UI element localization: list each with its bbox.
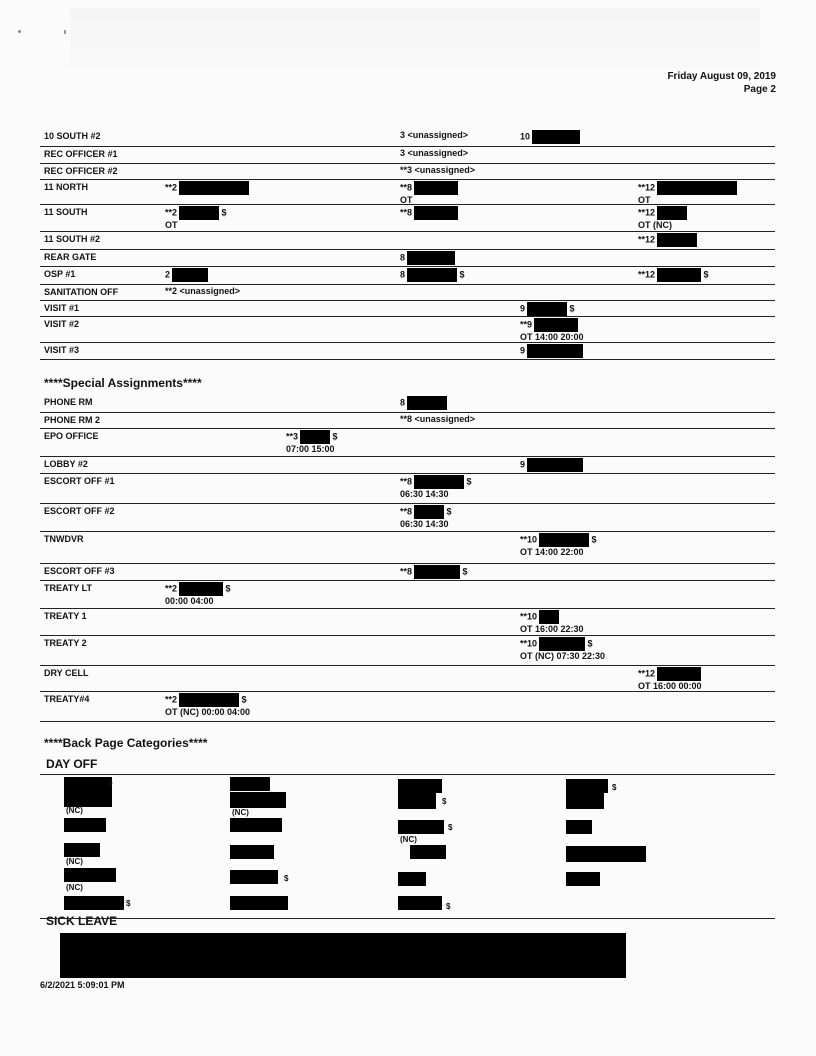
pay-flag: $ [239,694,247,705]
name-redaction [172,268,208,282]
post-code: **12 [638,668,656,679]
assignment-cell [520,637,605,661]
name-redaction [64,843,100,857]
pay-flag: $ [444,506,452,517]
post-code: **3 [286,431,299,442]
pay-flag: $ [701,269,709,280]
row-label: TNWDVR [44,534,84,544]
name-redaction [566,872,600,886]
name-redaction [527,344,583,358]
post-code: **12 [638,182,656,193]
sick-leave-rule [40,906,775,919]
shift-detail: 00:00 04:00 [165,596,214,606]
name-redaction [566,846,646,862]
name-redaction [566,779,608,793]
table-row [40,316,775,343]
assignment-cell [520,458,583,472]
table-row [40,635,775,666]
name-redaction [657,667,701,681]
assignment-cell [400,251,455,265]
pay-flag: $ [126,899,131,908]
post-code: **2 [165,583,178,594]
sick-leave-redaction [60,933,626,978]
shift-detail: OT [400,195,413,205]
name-redaction [657,206,687,220]
table-row [40,412,775,429]
row-label: 11 SOUTH #2 [44,234,101,244]
assignment-cell [638,206,687,230]
name-redaction [414,505,444,519]
name-redaction [179,582,223,596]
name-redaction [64,868,116,882]
nc-flag: (NC) [400,835,417,844]
name-redaction [414,475,464,489]
row-label: 10 SOUTH #2 [44,131,101,141]
table-row [40,146,775,164]
assignment-cell [638,667,702,691]
table-row [40,456,775,474]
name-redaction [64,791,112,807]
shift-detail: OT [638,195,651,205]
name-redaction [407,396,447,410]
name-redaction [657,233,697,247]
name-redaction [230,792,286,808]
pay-flag: $ [223,583,231,594]
pay-flag: $ [457,269,465,280]
day-off-rule [40,762,775,775]
pay-flag: $ [442,797,447,806]
name-redaction [179,181,249,195]
assignment-cell [165,693,250,717]
post-code: 9 [520,345,526,356]
assignment-cell [520,302,575,316]
post-code: **8 [400,566,413,577]
table-row [40,503,775,532]
name-redaction [230,845,274,859]
table-row [40,204,775,232]
post-code: 9 [520,459,526,470]
shift-detail: OT (NC) 07:30 22:30 [520,651,606,661]
assignment-cell [400,565,468,579]
table-row [40,179,775,205]
post-code: **8 [400,207,413,218]
name-redaction [414,181,458,195]
pay-flag: $ [446,902,451,911]
shift-detail: OT 14:00 20:00 [520,332,584,342]
name-redaction [230,777,270,791]
row-label: VISIT #1 [44,303,80,313]
assignment-cell [400,475,472,499]
name-redaction [230,818,282,832]
row-label: OSP #1 [44,269,76,279]
assignment-cell [165,206,227,230]
row-label: TREATY LT [44,583,92,593]
shift-detail: OT 16:00 00:00 [638,681,702,691]
post-code: 2 [165,269,171,280]
name-redaction [300,430,330,444]
pay-flag: $ [108,778,113,787]
assignment-cell [638,233,697,247]
post-code: **10 [520,534,538,545]
back-page-heading: ****Back Page Categories**** [44,736,208,750]
post-code: **8 [400,182,413,193]
assignment-cell [165,181,249,195]
shift-detail: 06:30 14:30 [400,489,449,499]
name-redaction [532,130,580,144]
name-redaction [64,777,112,791]
post-code: 10 [520,131,531,142]
assignment-cell [400,505,452,529]
assignment-cell [520,533,597,557]
post-code: 3 <unassigned> [400,130,469,140]
assignment-cell [520,130,580,144]
row-label: TREATY#4 [44,694,90,704]
name-redaction [534,318,578,332]
shift-detail: 07:00 15:00 [286,444,335,454]
name-redaction [230,870,278,884]
table-row [40,428,775,457]
post-code: **8 [400,506,413,517]
row-label: TREATY 2 [44,638,87,648]
post-code: **10 [520,638,538,649]
pay-flag: $ [219,207,227,218]
post-code: **12 [638,234,656,245]
name-redaction [539,637,585,651]
name-redaction [179,206,219,220]
name-redaction [398,872,426,886]
post-code: 8 [400,269,406,280]
table-row [40,580,775,609]
pay-flag: $ [330,431,338,442]
post-code: **12 [638,207,656,218]
post-code: **8 [400,476,413,487]
shift-detail: OT 14:00 22:00 [520,547,584,557]
row-label: 11 NORTH [44,182,89,192]
pay-flag: $ [585,638,593,649]
post-code: **10 [520,611,538,622]
pay-flag: $ [589,534,597,545]
assignment-cell [520,610,584,634]
row-label: ESCORT OFF #2 [44,506,115,516]
row-label: REC OFFICER #2 [44,166,118,176]
nc-flag: (NC) [66,883,83,892]
name-redaction [407,251,455,265]
page-header [667,70,776,96]
pay-flag: $ [460,566,468,577]
pay-flag: $ [464,476,472,487]
name-redaction [527,302,567,316]
name-redaction [398,793,436,809]
pay-flag: $ [567,303,575,314]
table-row [40,473,775,504]
table-row [40,249,775,267]
assignment-cell [400,396,447,410]
pay-flag: $ [448,823,453,832]
row-label: TREATY 1 [44,611,87,621]
name-redaction [398,779,442,793]
post-code: 8 [400,252,406,263]
name-redaction [407,268,457,282]
shift-detail: OT [165,220,178,230]
assignment-cell [400,414,475,424]
assignment-cell [286,430,338,454]
table-row [40,231,775,250]
assignment-cell [400,165,475,175]
nc-flag: (NC) [66,806,83,815]
name-redaction [566,820,592,834]
table-row [40,284,775,301]
pay-flag: $ [612,783,617,792]
post-code: **2 [165,207,178,218]
nc-flag: (NC) [66,857,83,866]
post-code: **12 [638,269,656,280]
day-off-heading: DAY OFF [46,757,98,771]
report-date: Friday August 09, 2019 [667,71,776,82]
scan-speck [18,30,21,33]
shift-detail: OT 16:00 22:30 [520,624,584,634]
row-label: VISIT #3 [44,345,80,355]
table-row [40,163,775,180]
name-redaction [64,818,106,832]
row-label: VISIT #2 [44,319,80,329]
table-row [40,563,775,581]
row-label: REAR GATE [44,252,97,262]
assignment-cell [520,344,583,358]
post-code: **2 [165,182,178,193]
row-label: PHONE RM 2 [44,415,101,425]
post-code: **2 <unassigned> [165,286,241,296]
assignment-cell [400,148,468,158]
row-label: EPO OFFICE [44,431,99,441]
table-row [40,300,775,317]
name-redaction [179,693,239,707]
name-redaction [398,820,444,834]
row-label: PHONE RM [44,397,93,407]
row-label: 11 SOUTH [44,207,88,217]
name-redaction [414,565,460,579]
post-code: 3 <unassigned> [400,148,469,158]
post-code: **9 [520,319,533,330]
post-code: **2 [165,694,178,705]
assignment-cell [638,268,709,282]
name-redaction [539,533,589,547]
nc-flag: (NC) [232,808,249,817]
table-row [40,128,775,147]
assignment-cell [165,268,208,282]
table-row [40,394,775,413]
row-label: SANITATION OFF [44,287,119,297]
name-redaction [566,793,604,809]
pay-flag: $ [284,874,289,883]
shift-detail: 06:30 14:30 [400,519,449,529]
name-redaction [414,206,458,220]
scan-speck [64,30,66,34]
name-redaction [657,268,701,282]
table-row [40,665,775,692]
assignment-cell [400,181,458,205]
assignment-cell [638,181,737,205]
name-redaction [539,610,559,624]
shift-detail: OT (NC) [638,220,672,230]
post-code: 8 [400,397,406,408]
assignment-cell [400,206,458,220]
row-label: LOBBY #2 [44,459,88,469]
row-label: ESCORT OFF #1 [44,476,115,486]
post-code: **3 <unassigned> [400,165,476,175]
name-redaction [410,845,446,859]
table-row [40,691,775,722]
row-label: REC OFFICER #1 [44,149,118,159]
page-number: Page 2 [743,84,776,95]
special-assignments-heading: ****Special Assignments**** [44,376,202,390]
assignment-cell [400,130,468,140]
table-row [40,608,775,636]
scan-artifact [70,8,760,68]
row-label: ESCORT OFF #3 [44,566,115,576]
assignment-cell [165,286,240,296]
post-code: **8 <unassigned> [400,414,476,424]
sick-leave-heading: SICK LEAVE [46,914,118,928]
table-row [40,266,775,285]
assignment-cell [165,582,231,606]
row-label: DRY CELL [44,668,89,678]
assignment-cell [520,318,584,342]
print-timestamp: 6/2/2021 5:09:01 PM [40,980,125,990]
table-row [40,531,775,564]
name-redaction [527,458,583,472]
name-redaction [657,181,737,195]
table-row [40,342,775,360]
post-code: 9 [520,303,526,314]
shift-detail: OT (NC) 00:00 04:00 [165,707,251,717]
assignment-cell [400,268,465,282]
